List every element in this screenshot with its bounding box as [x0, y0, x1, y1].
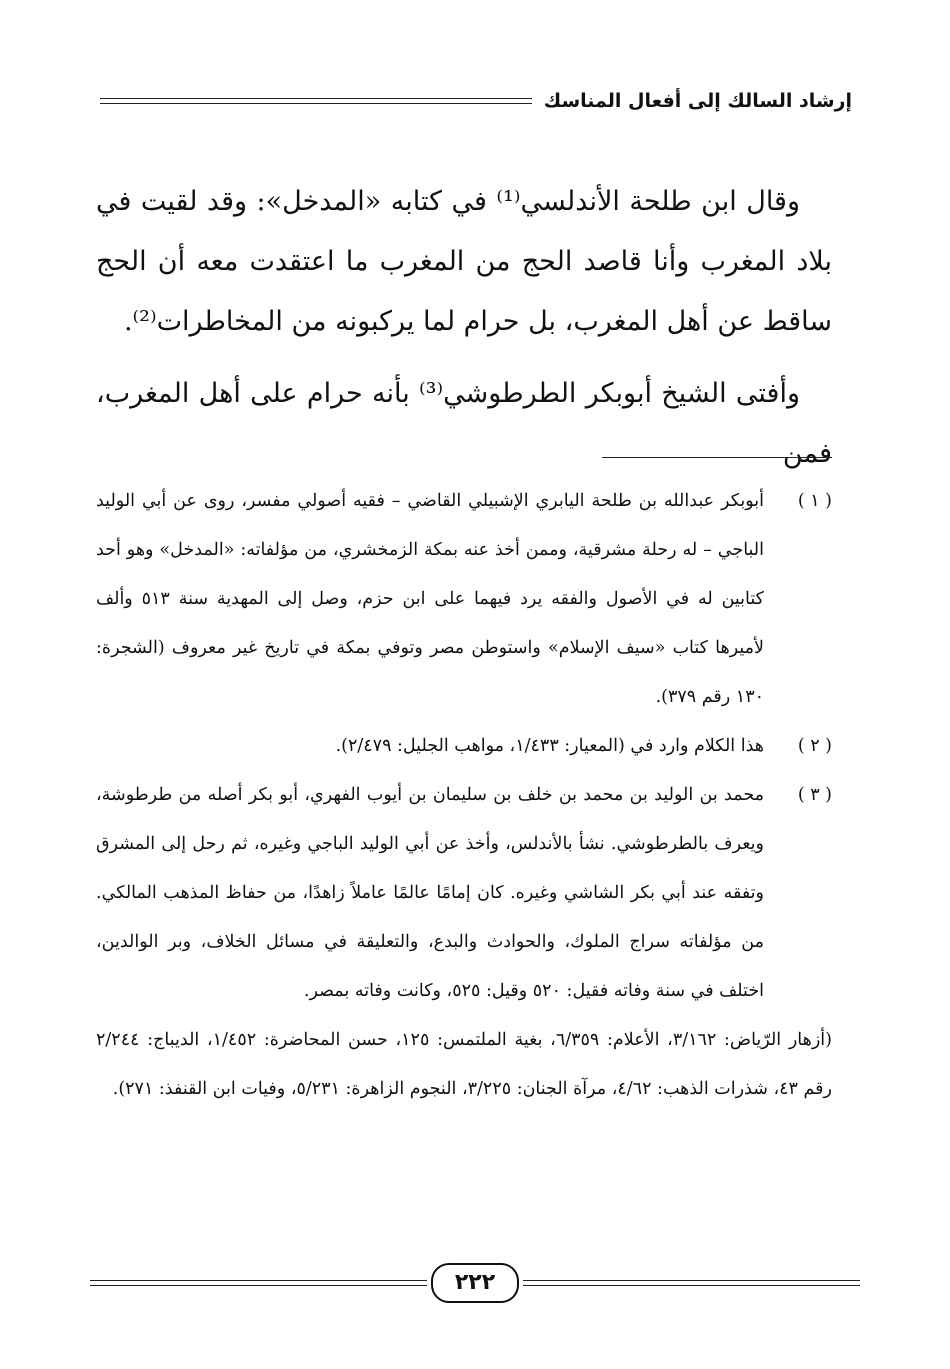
footnote-text: هذا الكلام وارد في (المعيار: ١/٤٣٣، مواهب الجليل: ٢/٤٧٩).: [335, 736, 764, 756]
footnote-text: محمد بن الوليد بن محمد بن خلف بن سليمان بن أيوب الفهري، أبو بكر أصله من طرطوشة، ويعرف بالطرطوشي. نشأ بالأندلس، وأخذ عن أبي الوليد الباجي وغيره، ثم رحل إلى المشرق وتفقه عند أبي بكر الشاشي وغيره. كان إمامًا عالمًا عاملاً زاهدًا، من حفاظ المذهب المالكي. من مؤلفاته سراج الملوك، والحوادث والبدع، والتعليقة في مسائل الخلاف، وبر الوالدين، اختلف في سنة وفاته فقيل: ٥٢٠ وقيل: ٥٢٥، وكانت وفاته بمصر.: [96, 785, 764, 1001]
page-footer: [90, 1263, 860, 1303]
footnote-number: ( ١ ): [797, 491, 832, 511]
book-title: إرشاد السالك إلى أفعال المناسك: [543, 90, 852, 112]
main-text: [96, 172, 832, 484]
footnote-3: [96, 771, 832, 1016]
footnote-number: ( ٣ ): [797, 785, 832, 805]
footnote-number: ( ٢ ): [797, 736, 832, 756]
footer-rule-left: [90, 1280, 427, 1287]
footnote-text: أبوبكر عبدالله بن طلحة اليابري الإشبيلي القاضي – فقيه أصولي مفسر، روى عن أبي الوليد الباجي – له رحلة مشرقية، وممن أخذ عنه بمكة الزمخشري، من مؤلفاته: «المدخل» وهو أحد كتابين له في الأصول والفقه يرد فيهما على ابن حزم، وصل إلى المهدية سنة ٥١٣ وألف لأميرها كتاب «سيف الإسلام» واستوطن مصر وتوفي بمكة في تاريخ غير معروف (الشجرة: ١٣٠ رقم ٣٧٩).: [96, 491, 764, 707]
main-paragraph-1: وقال ابن طلحة الأندلسي⁽¹⁾ في كتابه «المدخل»: وقد لقيت في بلاد المغرب وأنا قاصد الحج من المغرب ما اعتقدت معه أن الحج ساقط عن أهل المغرب، بل حرام لما يركبونه من المخاطرات⁽²⁾.: [96, 186, 832, 337]
footnote-1: [96, 477, 832, 722]
footnote-2: [96, 722, 832, 771]
footnote-sources: (أزهار الرّياض: ٣/١٦٢، الأعلام: ٦/٣٥٩، بغية الملتمس: ١٢٥، حسن المحاضرة: ١/٤٥٢، الديباج: ٢/٢٤٤ رقم ٤٣، شذرات الذهب: ٤/٦٢، مرآة الجنان: ٣/٢٢٥، النجوم الزاهرة: ٥/٢٣١، وفيات ابن القنفذ: ٢٧١).: [96, 1030, 832, 1099]
main-paragraph-2: وأفتى الشيخ أبوبكر الطرطوشي⁽³⁾ بأنه حرام على أهل المغرب، فمن: [96, 378, 832, 469]
footnotes: [96, 477, 832, 1114]
footer-rule-right: [523, 1280, 860, 1287]
header-double-rule: [100, 98, 532, 105]
running-header: [100, 86, 852, 116]
page-number: ٢٢٢: [431, 1263, 519, 1303]
footnote-separator: [602, 457, 832, 458]
